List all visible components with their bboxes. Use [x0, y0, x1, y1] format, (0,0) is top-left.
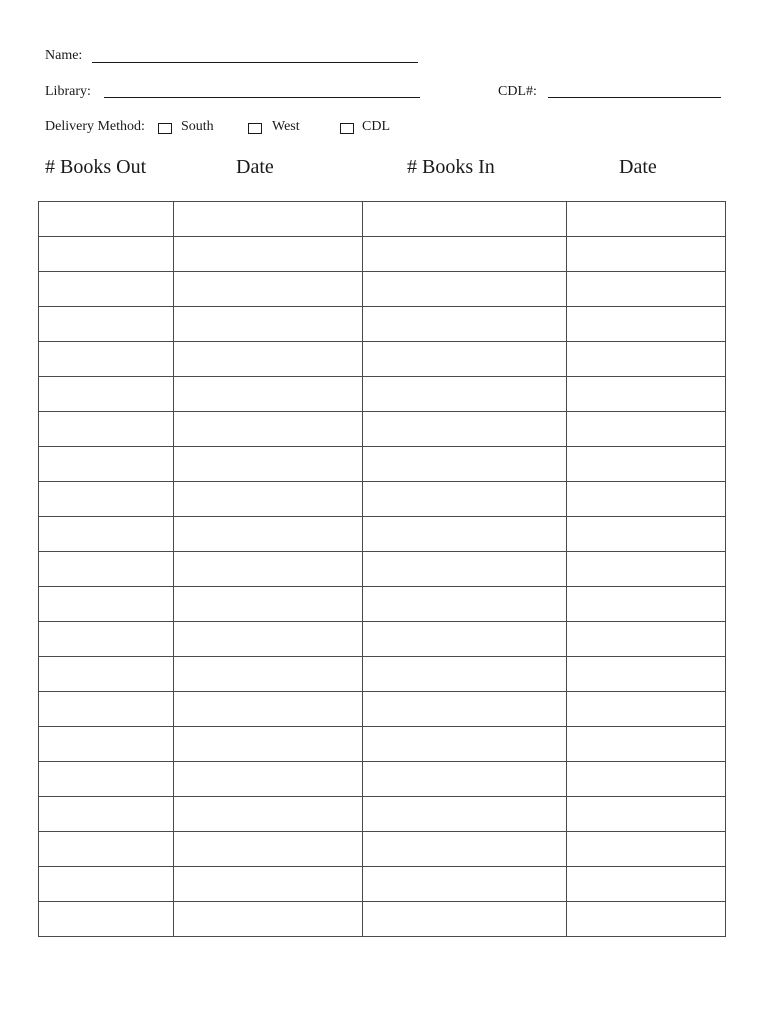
date-in-cell[interactable]	[567, 237, 726, 272]
table-row	[39, 377, 726, 412]
books-out-cell[interactable]	[39, 762, 174, 797]
books-in-cell[interactable]	[363, 377, 567, 412]
books-out-cell[interactable]	[39, 272, 174, 307]
table-row	[39, 762, 726, 797]
books-in-cell[interactable]	[363, 832, 567, 867]
delivery-method-label: Delivery Method:	[45, 119, 145, 134]
date-in-cell[interactable]	[567, 412, 726, 447]
date-in-cell[interactable]	[567, 587, 726, 622]
books-out-cell[interactable]	[39, 587, 174, 622]
books-in-cell[interactable]	[363, 552, 567, 587]
name-label: Name:	[45, 48, 83, 63]
books-out-cell[interactable]	[39, 902, 174, 937]
table-row	[39, 902, 726, 937]
books-out-cell[interactable]	[39, 622, 174, 657]
table-row	[39, 237, 726, 272]
date-in-cell[interactable]	[567, 202, 726, 237]
books-in-cell[interactable]	[363, 762, 567, 797]
cdl-option-label: CDL	[362, 119, 390, 134]
books-out-cell[interactable]	[39, 692, 174, 727]
books-in-cell[interactable]	[363, 727, 567, 762]
date-in-cell[interactable]	[567, 692, 726, 727]
books-out-cell[interactable]	[39, 237, 174, 272]
books-in-cell[interactable]	[363, 412, 567, 447]
books-in-cell[interactable]	[363, 587, 567, 622]
table-row	[39, 482, 726, 517]
books-out-cell[interactable]	[39, 342, 174, 377]
date-in-header: Date	[619, 156, 657, 178]
date-out-cell[interactable]	[174, 447, 363, 482]
books-in-cell[interactable]	[363, 342, 567, 377]
table-row	[39, 692, 726, 727]
table-row	[39, 622, 726, 657]
books-out-cell[interactable]	[39, 657, 174, 692]
books-in-cell[interactable]	[363, 482, 567, 517]
date-in-cell[interactable]	[567, 727, 726, 762]
books-in-cell[interactable]	[363, 517, 567, 552]
books-in-cell[interactable]	[363, 692, 567, 727]
cdl-number-field[interactable]	[548, 97, 721, 98]
date-in-cell[interactable]	[567, 447, 726, 482]
date-in-cell[interactable]	[567, 902, 726, 937]
cdl-checkbox[interactable]	[340, 123, 354, 134]
books-in-cell[interactable]	[363, 307, 567, 342]
date-in-cell[interactable]	[567, 482, 726, 517]
books-out-header: # Books Out	[45, 156, 147, 178]
books-out-cell[interactable]	[39, 727, 174, 762]
books-log-table	[38, 201, 726, 937]
books-in-cell[interactable]	[363, 202, 567, 237]
books-in-header: # Books In	[407, 156, 495, 178]
books-log-body	[39, 202, 726, 937]
date-out-cell[interactable]	[174, 587, 363, 622]
table-row	[39, 517, 726, 552]
table-row	[39, 867, 726, 902]
date-out-cell[interactable]	[174, 412, 363, 447]
south-option-label: South	[181, 119, 214, 134]
table-row	[39, 412, 726, 447]
library-label: Library:	[45, 84, 91, 99]
books-out-cell[interactable]	[39, 867, 174, 902]
date-in-cell[interactable]	[567, 797, 726, 832]
date-out-cell[interactable]	[174, 692, 363, 727]
books-out-cell[interactable]	[39, 202, 174, 237]
date-out-cell[interactable]	[174, 657, 363, 692]
date-out-cell[interactable]	[174, 797, 363, 832]
date-out-cell[interactable]	[174, 622, 363, 657]
date-out-cell[interactable]	[174, 552, 363, 587]
books-out-cell[interactable]	[39, 552, 174, 587]
date-in-cell[interactable]	[567, 762, 726, 797]
west-checkbox[interactable]	[248, 123, 262, 134]
date-out-cell[interactable]	[174, 867, 363, 902]
date-in-cell[interactable]	[567, 867, 726, 902]
date-in-cell[interactable]	[567, 657, 726, 692]
table-row	[39, 797, 726, 832]
south-checkbox[interactable]	[158, 123, 172, 134]
books-in-cell[interactable]	[363, 797, 567, 832]
date-in-cell[interactable]	[567, 377, 726, 412]
table-row	[39, 272, 726, 307]
books-in-cell[interactable]	[363, 657, 567, 692]
books-out-cell[interactable]	[39, 832, 174, 867]
books-in-cell[interactable]	[363, 237, 567, 272]
date-in-cell[interactable]	[567, 307, 726, 342]
books-in-cell[interactable]	[363, 622, 567, 657]
date-out-header: Date	[236, 156, 274, 178]
date-out-cell[interactable]	[174, 377, 363, 412]
date-out-cell[interactable]	[174, 482, 363, 517]
date-in-cell[interactable]	[567, 622, 726, 657]
date-out-cell[interactable]	[174, 762, 363, 797]
books-out-cell[interactable]	[39, 307, 174, 342]
west-option-label: West	[272, 119, 300, 134]
date-in-cell[interactable]	[567, 552, 726, 587]
books-out-cell[interactable]	[39, 377, 174, 412]
table-row	[39, 447, 726, 482]
table-row	[39, 342, 726, 377]
books-out-cell[interactable]	[39, 482, 174, 517]
date-in-cell[interactable]	[567, 832, 726, 867]
table-row	[39, 727, 726, 762]
books-in-cell[interactable]	[363, 902, 567, 937]
library-field[interactable]	[104, 97, 420, 98]
date-out-cell[interactable]	[174, 902, 363, 937]
cdl-number-label: CDL#:	[498, 84, 537, 99]
books-out-cell[interactable]	[39, 517, 174, 552]
date-out-cell[interactable]	[174, 237, 363, 272]
date-in-cell[interactable]	[567, 342, 726, 377]
table-row	[39, 202, 726, 237]
date-out-cell[interactable]	[174, 307, 363, 342]
books-in-cell[interactable]	[363, 447, 567, 482]
date-out-cell[interactable]	[174, 832, 363, 867]
books-in-cell[interactable]	[363, 272, 567, 307]
table-row	[39, 832, 726, 867]
date-out-cell[interactable]	[174, 517, 363, 552]
date-out-cell[interactable]	[174, 342, 363, 377]
books-out-cell[interactable]	[39, 412, 174, 447]
table-row	[39, 587, 726, 622]
date-out-cell[interactable]	[174, 202, 363, 237]
name-field[interactable]	[92, 62, 418, 63]
date-in-cell[interactable]	[567, 517, 726, 552]
date-out-cell[interactable]	[174, 272, 363, 307]
table-row	[39, 307, 726, 342]
books-in-cell[interactable]	[363, 867, 567, 902]
books-out-cell[interactable]	[39, 797, 174, 832]
date-in-cell[interactable]	[567, 272, 726, 307]
table-row	[39, 552, 726, 587]
table-row	[39, 657, 726, 692]
books-out-cell[interactable]	[39, 447, 174, 482]
date-out-cell[interactable]	[174, 727, 363, 762]
